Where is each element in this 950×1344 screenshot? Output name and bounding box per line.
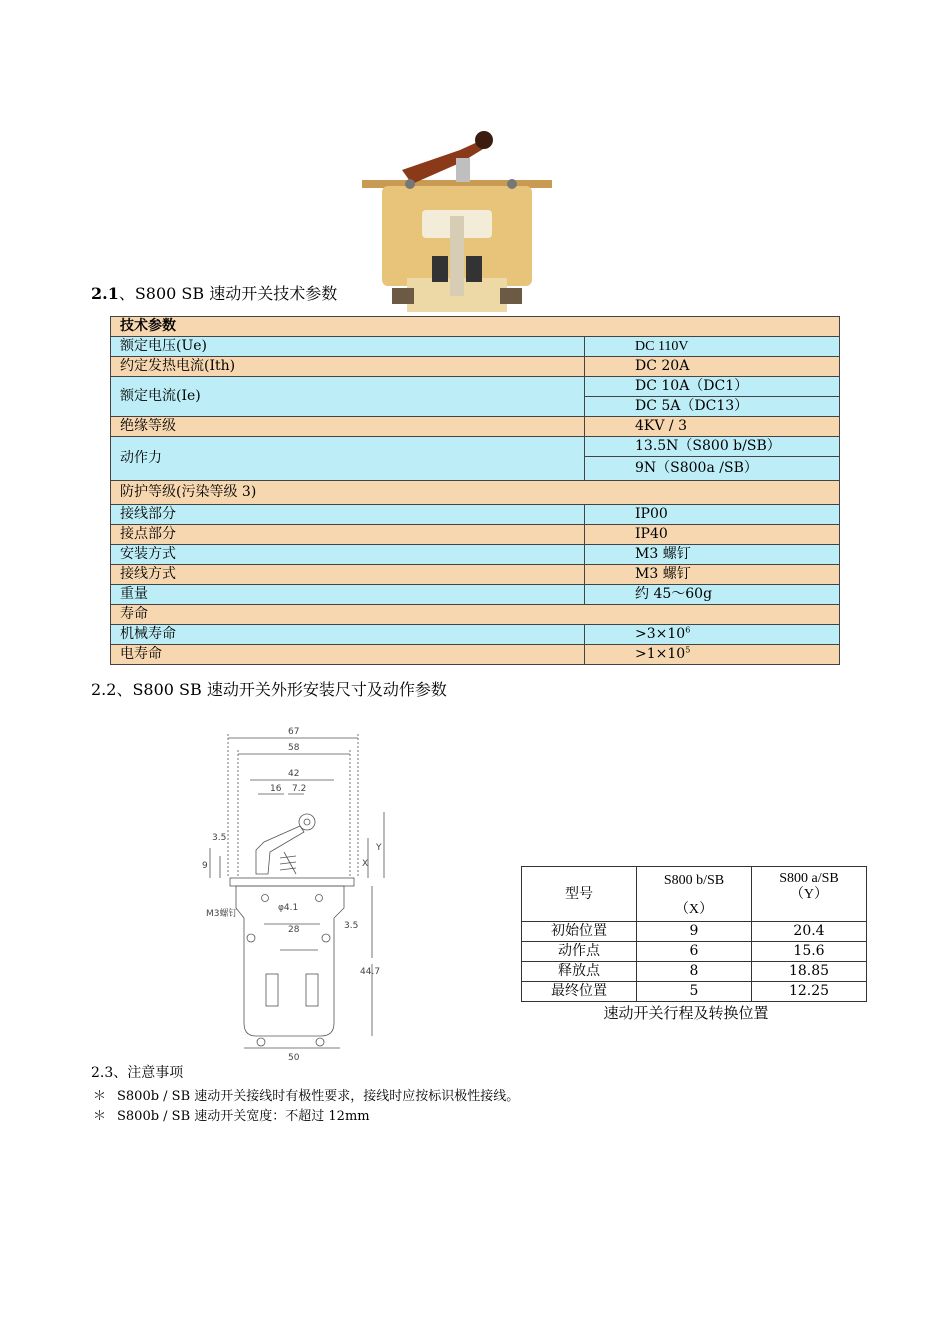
spec-value: 13.5N（S800 b/SB） bbox=[585, 437, 840, 457]
position-b-value: 6 bbox=[637, 942, 752, 962]
table-row bbox=[111, 525, 840, 545]
col-b-header bbox=[637, 867, 752, 922]
spec-value: DC 20A bbox=[585, 357, 840, 377]
spec-label: 绝缘等级 bbox=[111, 417, 585, 437]
col-a-header bbox=[752, 867, 867, 922]
spec-value: DC 5A（DC13） bbox=[585, 397, 840, 417]
spec-value: 约 45～60g bbox=[585, 585, 840, 605]
table-row bbox=[111, 357, 840, 377]
col-b-title: S800 b/SB bbox=[663, 873, 725, 888]
position-name: 动作点 bbox=[522, 942, 637, 962]
spec-label: 机械寿命 bbox=[111, 625, 585, 645]
table-row bbox=[111, 377, 840, 397]
spec-label: 重量 bbox=[111, 585, 585, 605]
position-table bbox=[521, 866, 867, 1002]
position-a-value: 12.25 bbox=[752, 982, 867, 1002]
tech-params-table bbox=[110, 316, 840, 665]
position-a-value: 20.4 bbox=[752, 922, 867, 942]
spec-value bbox=[585, 625, 840, 645]
table-row bbox=[522, 982, 867, 1002]
section-2-2-heading: 2.2、S800 SB 速动开关外形安装尺寸及动作参数 bbox=[91, 680, 447, 699]
dim-label: 9 bbox=[202, 861, 208, 871]
spec-value: 9N（S800a /SB） bbox=[585, 457, 840, 481]
dim-label: 44.7 bbox=[360, 967, 381, 977]
position-header-row bbox=[522, 867, 867, 922]
col-a-title: S800 a/SB bbox=[779, 871, 839, 886]
spec-label: 额定电压(Ue) bbox=[111, 337, 585, 357]
table-row bbox=[111, 565, 840, 585]
table-row bbox=[111, 545, 840, 565]
dimension-drawing bbox=[196, 718, 396, 1063]
position-b-value: 8 bbox=[637, 962, 752, 982]
spec-value: DC 110V bbox=[585, 337, 840, 357]
spec-group-label: 防护等级(污染等级 3) bbox=[111, 481, 840, 505]
section-2-1-heading bbox=[91, 281, 337, 304]
table-row bbox=[111, 505, 840, 525]
table-row bbox=[111, 585, 840, 605]
bullet-icon: ＊ bbox=[93, 1109, 107, 1124]
dim-label: 28 bbox=[288, 925, 300, 935]
dim-label: 16 bbox=[270, 784, 282, 794]
section-2-3-heading: 2.3、注意事项 bbox=[91, 1065, 184, 1081]
spec-value: M3 螺钉 bbox=[585, 565, 840, 585]
spec-value: M3 螺钉 bbox=[585, 545, 840, 565]
section-2-1-title: 、S800 SB 速动开关技术参数 bbox=[118, 284, 338, 303]
switch-photo bbox=[362, 128, 552, 314]
dim-label: 7.2 bbox=[292, 784, 307, 794]
spec-group-label: 寿命 bbox=[111, 605, 840, 625]
life-exponent: 5 bbox=[685, 645, 691, 655]
life-base: >3×10 bbox=[635, 626, 686, 642]
table-row bbox=[522, 962, 867, 982]
table-row bbox=[111, 645, 840, 665]
dim-label: 58 bbox=[288, 743, 300, 753]
table-row bbox=[111, 417, 840, 437]
spec-label: 动作力 bbox=[111, 437, 585, 481]
dim-label: 3.5 bbox=[344, 921, 359, 931]
position-table-caption: 速动开关行程及转换位置 bbox=[603, 1004, 769, 1022]
dim-label: 3.5 bbox=[212, 833, 227, 843]
note-text: S800b / SB 速动开关宽度：不超过 12mm bbox=[117, 1109, 370, 1124]
dim-label: 67 bbox=[288, 727, 300, 737]
dim-label: 50 bbox=[288, 1053, 300, 1063]
dim-label: M3螺钉 bbox=[206, 909, 238, 919]
table-row bbox=[111, 437, 840, 457]
col-b-sub: （X） bbox=[674, 902, 714, 917]
table-row bbox=[111, 605, 840, 625]
table-row bbox=[111, 337, 840, 357]
position-a-value: 18.85 bbox=[752, 962, 867, 982]
table-row bbox=[111, 481, 840, 505]
note-item bbox=[93, 1085, 519, 1104]
position-b-value: 9 bbox=[637, 922, 752, 942]
table-row bbox=[522, 922, 867, 942]
spec-value: IP40 bbox=[585, 525, 840, 545]
spec-label: 接线方式 bbox=[111, 565, 585, 585]
dim-label: X bbox=[362, 859, 369, 869]
col-model-header: 型号 bbox=[522, 867, 637, 922]
spec-value: IP00 bbox=[585, 505, 840, 525]
table-row bbox=[522, 942, 867, 962]
table-row bbox=[111, 625, 840, 645]
life-exponent: 6 bbox=[685, 625, 691, 635]
life-base: >1×10 bbox=[635, 646, 686, 662]
position-name: 最终位置 bbox=[522, 982, 637, 1002]
spec-label: 额定电流(Ie) bbox=[111, 377, 585, 417]
spec-label: 接点部分 bbox=[111, 525, 585, 545]
spec-label: 电寿命 bbox=[111, 645, 585, 665]
spec-label: 接线部分 bbox=[111, 505, 585, 525]
col-a-sub: （Y） bbox=[789, 887, 829, 902]
section-2-1-number: 2.1 bbox=[91, 284, 119, 303]
spec-label: 安装方式 bbox=[111, 545, 585, 565]
bullet-icon: ＊ bbox=[93, 1089, 107, 1104]
spec-value: 4KV / 3 bbox=[585, 417, 840, 437]
spec-value bbox=[585, 645, 840, 665]
position-name: 初始位置 bbox=[522, 922, 637, 942]
position-b-value: 5 bbox=[637, 982, 752, 1002]
dim-label: 42 bbox=[288, 769, 300, 779]
position-name: 释放点 bbox=[522, 962, 637, 982]
position-a-value: 15.6 bbox=[752, 942, 867, 962]
table-header: 技术参数 bbox=[111, 317, 840, 337]
table-header-row bbox=[111, 317, 840, 337]
spec-label: 约定发热电流(Ith) bbox=[111, 357, 585, 377]
note-text: S800b / SB 速动开关接线时有极性要求，接线时应按标识极性接线。 bbox=[117, 1089, 520, 1104]
note-item bbox=[93, 1105, 370, 1124]
dim-label: φ4.1 bbox=[278, 903, 299, 913]
spec-value: DC 10A（DC1） bbox=[585, 377, 840, 397]
dim-label: Y bbox=[376, 843, 382, 853]
